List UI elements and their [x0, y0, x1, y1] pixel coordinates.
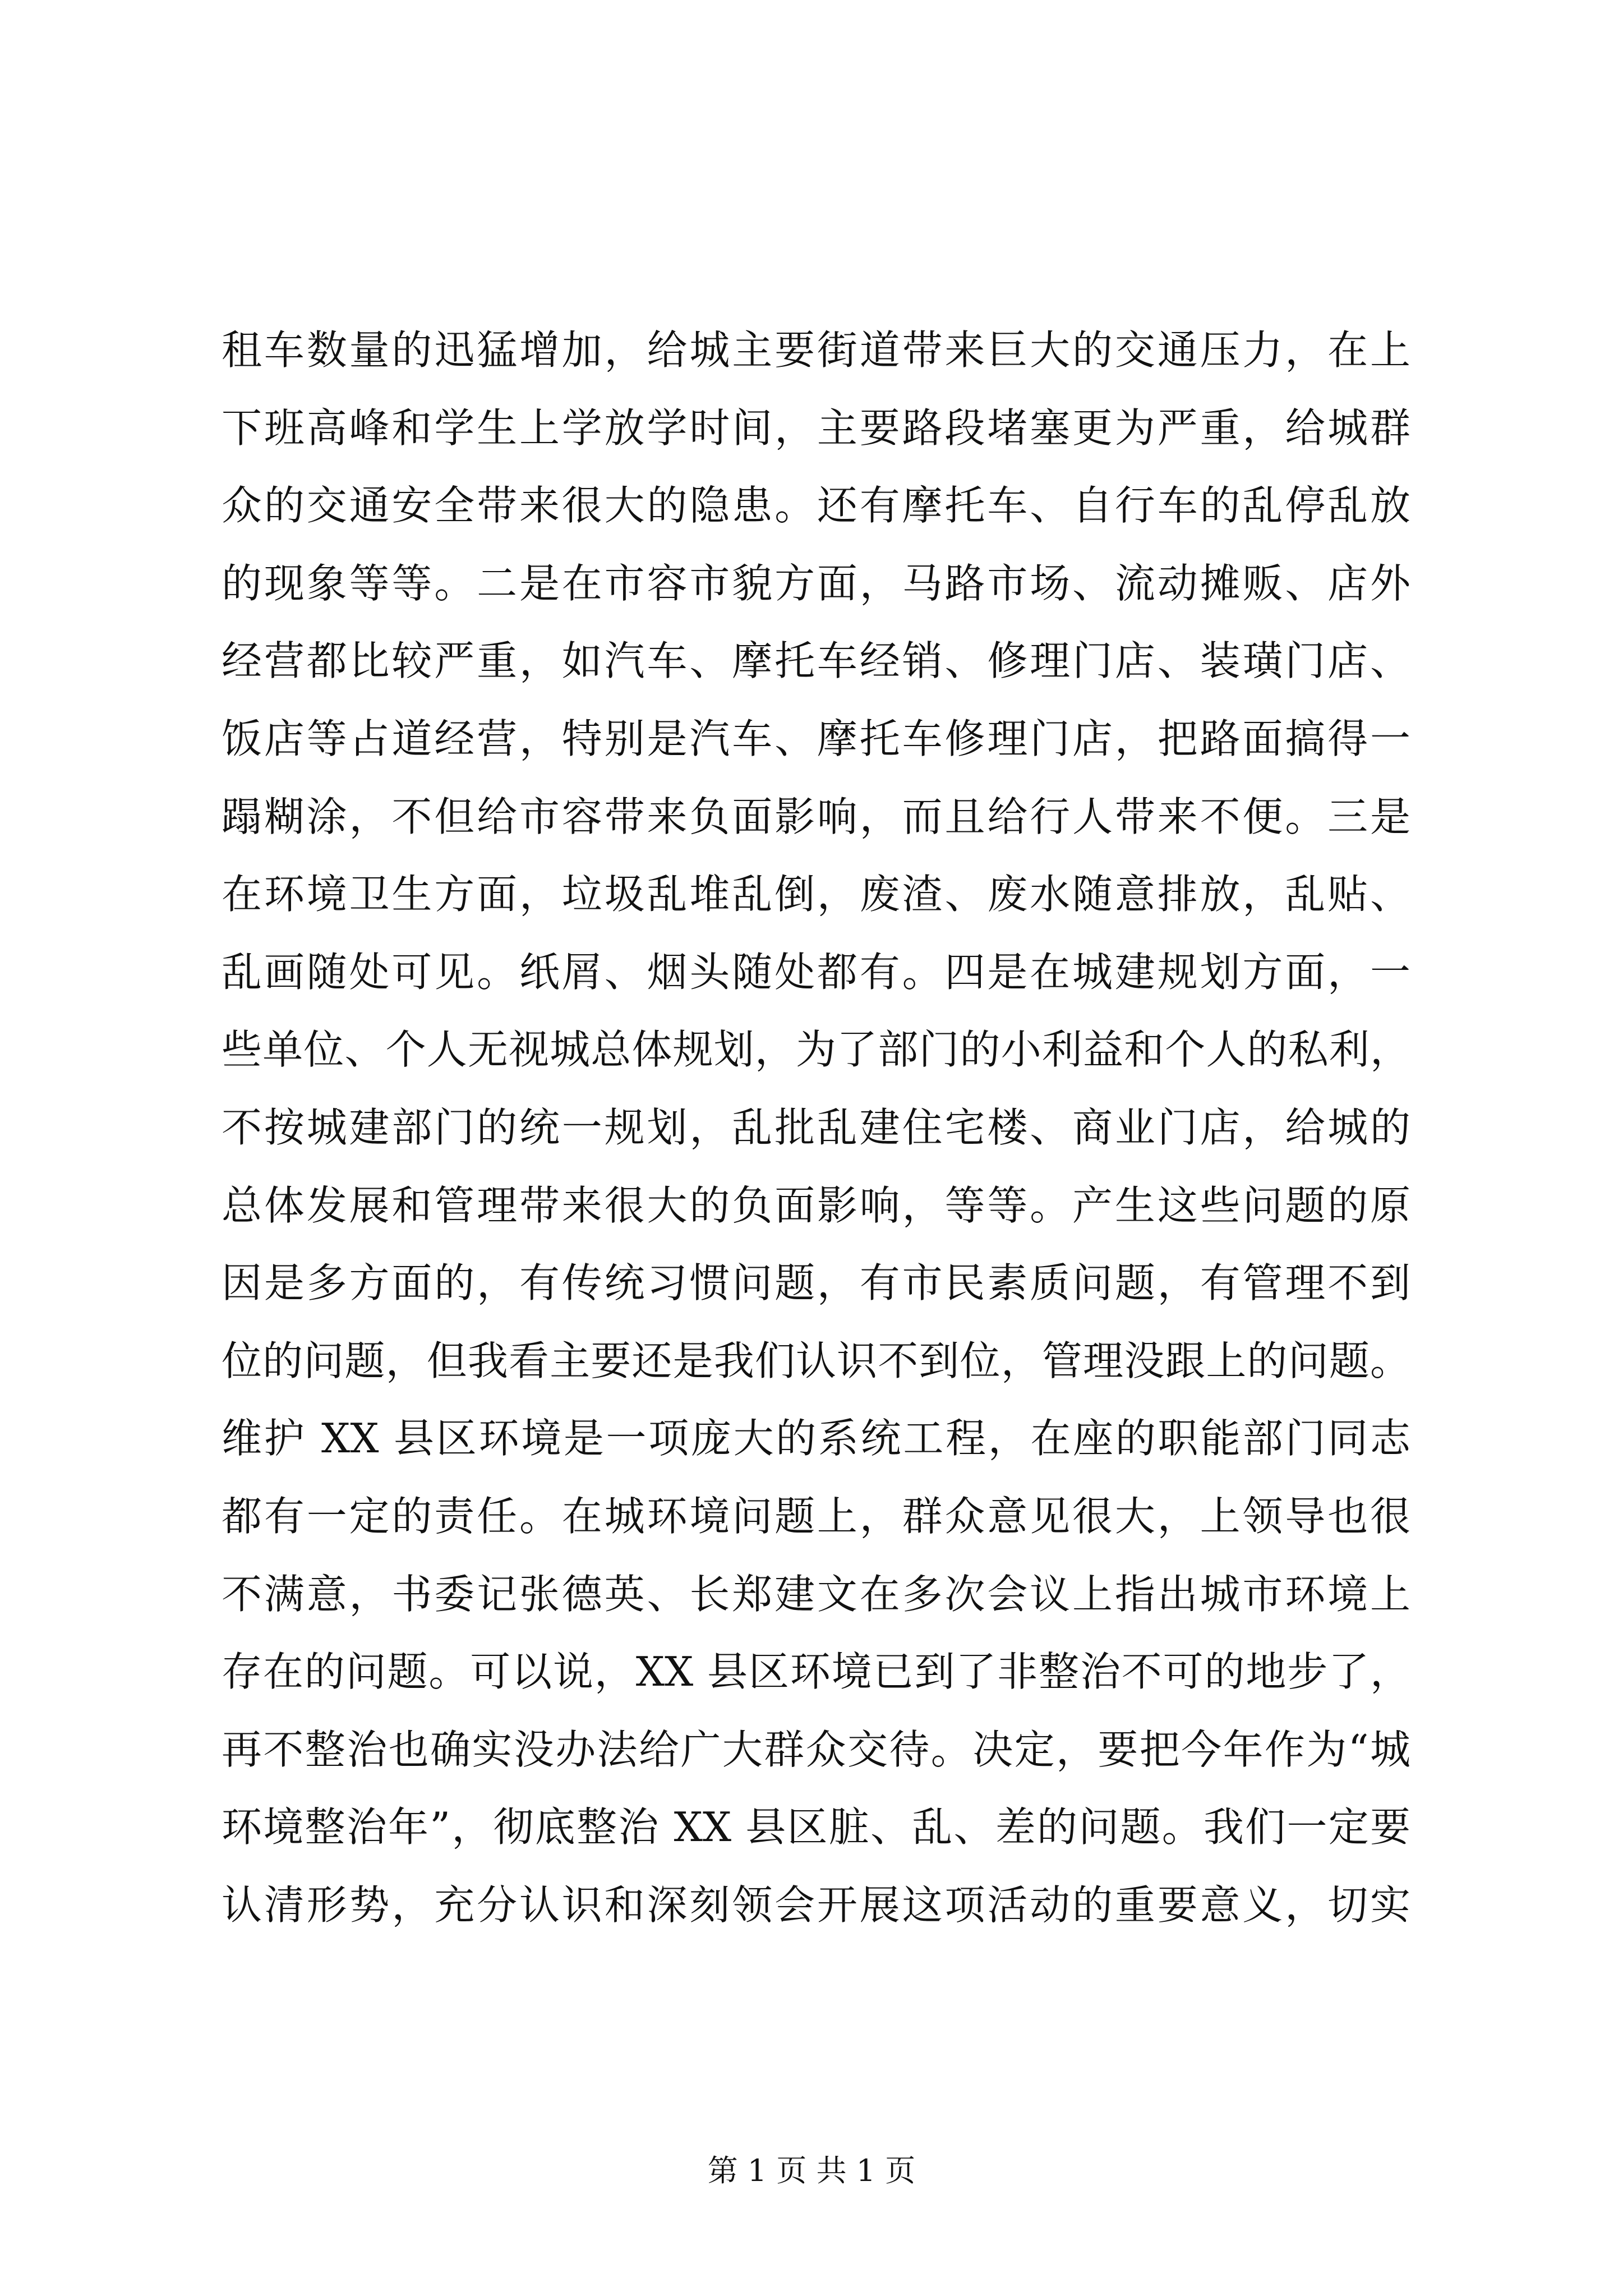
page-footer: 第 1 页 共 1 页	[707, 2153, 916, 2188]
text-line: 总体发展和管理带来很大的负面影响，等等。产生这些问题的原	[222, 1181, 1410, 1229]
text-line: 环境整治年”，彻底整治 XX 县区脏、乱、差的问题。我们一定要	[222, 1803, 1410, 1851]
text-line: 不按城建部门的统一规划，乱批乱建住宅楼、商业门店，给城的	[222, 1103, 1410, 1151]
text-line: 饭店等占道经营，特别是汽车、摩托车修理门店，把路面搞得一	[222, 715, 1410, 762]
text-line: 众的交通安全带来很大的隐患。还有摩托车、自行车的乱停乱放	[222, 482, 1410, 530]
text-line: 下班高峰和学生上学放学时间，主要路段堵塞更为严重，给城群	[222, 404, 1410, 452]
text-line: 经营都比较严重，如汽车、摩托车经销、修理门店、装璜门店、	[222, 637, 1410, 685]
text-line: 不满意，书委记张德英、长郑建文在多次会议上指出城市环境上	[222, 1570, 1410, 1618]
text-line: 维护 XX 县区环境是一项庞大的系统工程，在座的职能部门同志	[222, 1415, 1410, 1462]
text-line: 租车数量的迅猛增加，给城主要街道带来巨大的交通压力，在上	[222, 326, 1410, 374]
text-line: 蹋糊涂，不但给市容带来负面影响，而且给行人带来不便。三是	[222, 793, 1410, 840]
text-line: 存在的问题。可以说，XX 县区环境已到了非整治不可的地步了，	[222, 1648, 1410, 1696]
text-line: 认清形势，充分认识和深刻领会开展这项活动的重要意义，切实	[222, 1881, 1410, 1929]
text-line: 些单位、个人无视城总体规划，为了部门的小利益和个人的私利，	[222, 1026, 1410, 1074]
text-line: 乱画随处可见。纸屑、烟头随处都有。四是在城建规划方面，一	[222, 948, 1410, 996]
text-line: 再不整治也确实没办法给广大群众交待。决定，要把今年作为“城	[222, 1726, 1410, 1773]
text-line: 都有一定的责任。在城环境问题上，群众意见很大，上领导也很	[222, 1492, 1410, 1540]
body-text	[222, 311, 1410, 1944]
text-line: 在环境卫生方面，垃圾乱堆乱倒，废渣、废水随意排放，乱贴、	[222, 871, 1410, 918]
text-line: 因是多方面的，有传统习惯问题，有市民素质问题，有管理不到	[222, 1259, 1410, 1307]
text-line: 的现象等等。二是在市容市貌方面，马路市场、流动摊贩、店外	[222, 559, 1410, 607]
text-line: 位的问题，但我看主要还是我们认识不到位，管理没跟上的问题。	[222, 1337, 1410, 1384]
